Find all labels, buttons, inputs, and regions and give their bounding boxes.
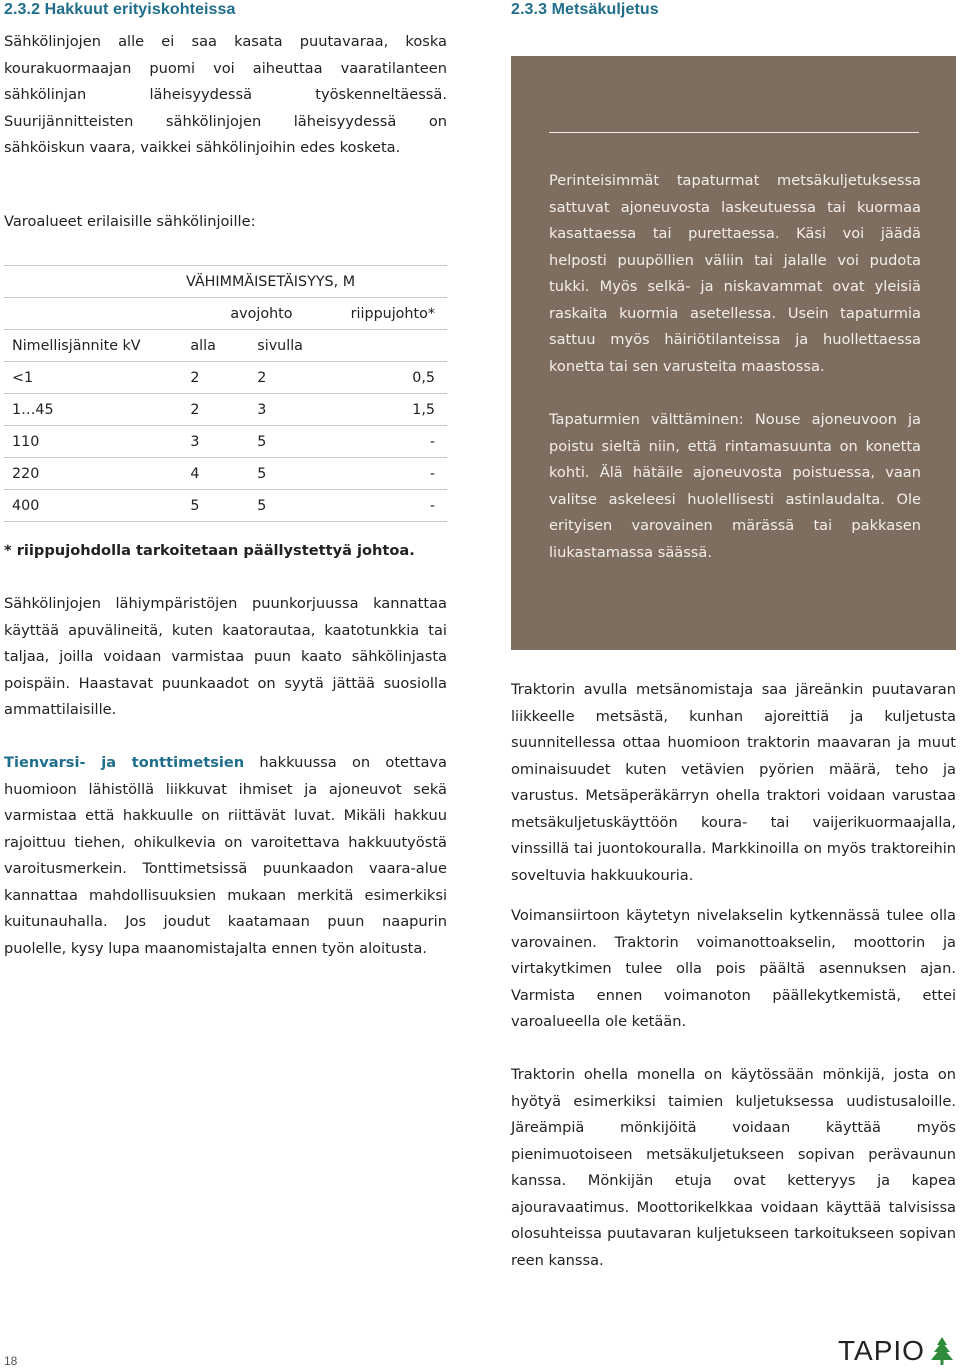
table-row (4, 458, 447, 490)
table-cell-sivulla: 3 (249, 394, 320, 426)
intro-paragraph: Sähkölinjojen alle ei saa kasata puutavaraa, koska kourakuormaajan puomi voi aiheuttaa vaaratilanteen sähkölinjan läheisyydessä työskenneltäessä. Suurijännitteisten sähkölinjojen läheisyydessä on sähköiskun vaara, vaikkei sähkölinjoihin edes kosketa. (4, 33, 447, 156)
apuvalineet-paragraph: Sähkölinjojen lähiympäristöjen puunkorjuussa kannattaa käyttää apuvälineitä, kuten kaatorautaa, kaatotunkkia tai taljaa, joilla voidaan varmistaa puun kaato sähkölinjasta poispäin. Haastavat puunkaadot on syytä jättää suosiolla ammattilaisille. (4, 595, 447, 718)
table-header-main: VÄHIMMÄISETÄISYYS, M (4, 266, 447, 298)
table-cell-riippu: - (320, 490, 447, 522)
table-header-alla: alla (182, 330, 249, 362)
table-row (4, 426, 447, 458)
table-cell-sivulla: 2 (249, 362, 320, 394)
table-header-row (4, 266, 447, 298)
table-cell-kv: 110 (4, 426, 182, 458)
table-header-nimellis: Nimellisjännite kV (4, 330, 182, 362)
tienvarsi-ja: ja (85, 754, 132, 771)
table-header-sivulla: sivulla (249, 330, 320, 362)
table-cell-riippu: - (320, 458, 447, 490)
table-cell-alla: 5 (182, 490, 249, 522)
box-paragraph-valttaminen: Tapaturmien välttäminen: Nouse ajoneuvoon ja poistu sieltä niin, että rintamasuunta on konetta kohti. Älä hätäile ajoneuvosta poistuessa, vaan valitse askeleesi huolellisesti astinlaudalta. Ole erityisen varovainen märässä tai pakkasen liukastamassa säässä. (549, 411, 921, 561)
section-heading-hakkuut: 2.3.2 Hakkuut erityiskohteissa (4, 1, 236, 18)
traktori-paragraph: Traktorin avulla metsänomistaja saa järeänkin puutavaran liikkeelle metsästä, kunhan ajoreittiä ja kuljetusta suunnitellessa ottaa huomioon traktorin maavaran ja muut ominaisuudet kuten vetävien pyörien määrä, teho ja varustus. Metsäperäkärryn ohella traktori voidaan varustaa metsäkuljetuskäyttöön koura- tai vaijerikuormaajalla, vinssillä tai juontokouralla. Markkinoilla on myös traktoreihin soveltuvia hakkuukouria. (511, 681, 956, 884)
table-cell-kv: 400 (4, 490, 182, 522)
table-footnote: * riippujohdolla tarkoitetaan päällystettyä johtoa. (4, 542, 415, 559)
table-cell-empty (4, 298, 182, 330)
table-cell-riippu: - (320, 426, 447, 458)
table-header-row (4, 298, 447, 330)
table-cell-alla: 2 (182, 362, 249, 394)
table-header-riippujohto: riippujohto* (320, 298, 447, 330)
table-cell-sivulla: 5 (249, 490, 320, 522)
table-row (4, 394, 447, 426)
table-cell-alla: 4 (182, 458, 249, 490)
table-header-row (4, 330, 447, 362)
tapio-logo (838, 1335, 955, 1367)
section-heading-metsakuljetus: 2.3.3 Metsäkuljetus (511, 1, 659, 18)
box-paragraph-tapaturmat: Perinteisimmät tapaturmat metsäkuljetuksessa sattuvat ajoneuvosta laskeutuessa tai kuormaa kasattaessa tai purettaessa. Käsi voi jäädä helposti puupöllien väliin tai jalalle voi pudota tukki. Myös selkä- ja niskavammat ovat yleisiä raskaita kuormia asetellessa. Usein tapaturmia sattuu myös häiriötilanteissa ja huollettaessa konetta tai sen varusteita maastossa. (549, 172, 921, 375)
table-header-avojohto: avojohto (182, 298, 320, 330)
table-cell-kv: 220 (4, 458, 182, 490)
table-cell-sivulla: 5 (249, 426, 320, 458)
table-row (4, 490, 447, 522)
table-cell-alla: 2 (182, 394, 249, 426)
tree-icon (929, 1336, 955, 1366)
tienvarsi-bold-term: Tienvarsi- (4, 754, 86, 771)
table-cell-empty (320, 330, 447, 362)
tonttimetsien-bold-term: tonttimetsien (131, 754, 245, 771)
varoalueet-label: Varoalueet erilaisille sähkölinjoille: (4, 213, 256, 230)
table-cell-kv: <1 (4, 362, 182, 394)
logo-text: TAPIO (838, 1335, 925, 1366)
distance-table (4, 265, 447, 522)
table-cell-riippu: 0,5 (320, 362, 447, 394)
box-divider (549, 132, 919, 133)
table-cell-riippu: 1,5 (320, 394, 447, 426)
tienvarsi-paragraph (4, 750, 447, 962)
table-cell-sivulla: 5 (249, 458, 320, 490)
safety-info-box (511, 56, 956, 650)
monkija-paragraph: Traktorin ohella monella on käytössään mönkijä, josta on hyötyä esimerkiksi taimien kuljetuksessa uudistusaloille. Järeämpiä mönkijöitä voidaan käyttää myös pienimuotoiseen metsäkuljetukseen sopivan perävaunun kanssa. Mönkijän etuja ovat ketteryys ja kapea ajouravaatimus. Moottorikelkkaa voidaan käyttää talvisissa olosuhteissa puutavaran kuljetukseen tarkoitukseen sopivan reen kanssa. (511, 1066, 956, 1269)
page-number: 18 (4, 1354, 18, 1368)
table-cell-kv: 1…45 (4, 394, 182, 426)
table-row (4, 362, 447, 394)
table-cell-alla: 3 (182, 426, 249, 458)
tienvarsi-text: hakkuussa on otettava huomioon lähistöllä liikkuvat ihmiset ja ajoneuvot sekä varmistaa että hakkuulle on riittävät luvat. Mikäli hakkuu rajoittuu tiehen, ohikulkevia on varoitettava hakkuutyöstä varoitusmerkein. Tonttimetsissä puunkaadon vaara-alue kannattaa mahdollisuuksien mukaan merkitä esimerkiksi kuitunauhalla. Jos joudut kaatamaan puun naapurin puolelle, kysy lupa maanomistajalta ennen työn aloitusta. (4, 754, 447, 957)
voimansiirto-paragraph: Voimansiirtoon käytetyn nivelakselin kytkennässä tulee olla varovainen. Traktorin voimanottoakselin, moottorin ja virtakytkimen tulee olla pois päältä asennuksen ajan. Varmista ennen voimanoton päällekytkemistä, ettei varoalueella ole ketään. (511, 907, 956, 1030)
